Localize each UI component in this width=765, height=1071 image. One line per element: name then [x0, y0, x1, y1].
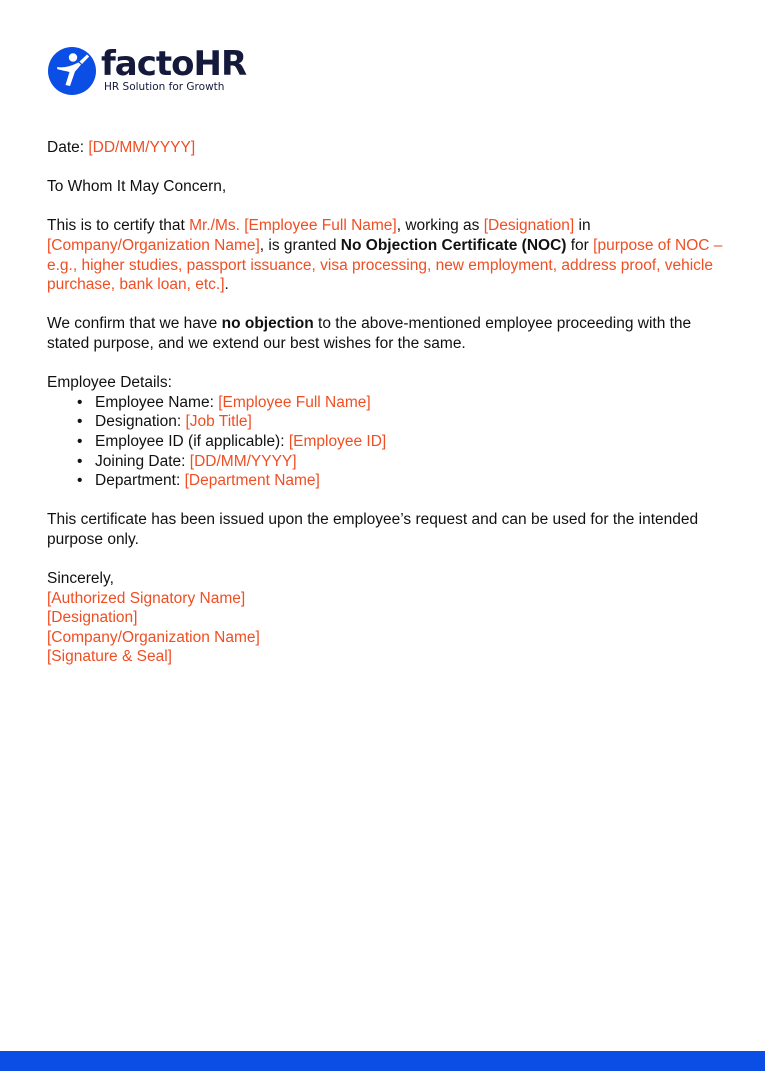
- body-text: This is to certify that: [47, 217, 190, 235]
- no-objection-bold: no objection: [221, 315, 314, 333]
- body-text: , working as: [396, 217, 484, 235]
- details-heading: Employee Details:: [47, 374, 172, 392]
- date-line: [47, 138, 727, 158]
- detail-placeholder: [Department Name]: [184, 472, 320, 490]
- signatory-designation-placeholder: [Designation]: [47, 609, 138, 627]
- brand-tagline: HR Solution for Growth: [104, 81, 225, 94]
- body-text: in: [574, 217, 591, 235]
- detail-placeholder: [Employee ID]: [288, 432, 387, 450]
- detail-label: Employee ID (if applicable):: [95, 432, 289, 450]
- noc-title-bold: No Objection Certificate (NOC): [340, 236, 567, 254]
- body-text: , is granted: [259, 236, 341, 254]
- company-placeholder: [Company/Organization Name]: [47, 236, 260, 254]
- detail-label: Department:: [95, 472, 185, 490]
- detail-item-designation: [77, 412, 727, 432]
- detail-item-department: [77, 471, 727, 491]
- footer-bar: [0, 1051, 765, 1071]
- no-objection-paragraph: [47, 314, 727, 353]
- certification-paragraph: [47, 216, 727, 294]
- detail-label: Employee Name:: [95, 393, 219, 411]
- brand-wordmark: [101, 44, 247, 94]
- employee-details-list: [47, 393, 727, 491]
- noc-letter: [47, 138, 727, 667]
- signature-seal-placeholder: [Signature & Seal]: [47, 648, 172, 666]
- designation-placeholder: [Designation]: [483, 217, 575, 235]
- salutation: To Whom It May Concern,: [47, 178, 227, 196]
- detail-label: Joining Date:: [95, 452, 190, 470]
- person-logo-icon: [48, 47, 96, 95]
- brand-name: factoHR: [101, 44, 247, 85]
- date-placeholder: [DD/MM/YYYY]: [88, 139, 196, 156]
- body-text: We confirm that we have: [47, 315, 222, 333]
- detail-label: Designation:: [95, 413, 186, 431]
- closing-paragraph: This certificate has been issued upon the employee’s request and can be used for the intended purpose only.: [47, 511, 699, 548]
- employee-placeholder: Mr./Ms. [Employee Full Name]: [189, 217, 397, 235]
- detail-item-employee-id: [77, 432, 727, 452]
- signatory-company-placeholder: [Company/Organization Name]: [47, 628, 260, 646]
- date-label: Date:: [47, 139, 89, 156]
- body-text: for: [566, 236, 594, 254]
- detail-item-joining-date: [77, 452, 727, 472]
- detail-placeholder: [Employee Full Name]: [218, 393, 371, 411]
- body-text: to the above-mentioned employee proceeding with the stated purpose, and we extend our best wishes for the same.: [47, 315, 692, 352]
- detail-placeholder: [DD/MM/YYYY]: [189, 452, 297, 470]
- signatory-name-placeholder: [Authorized Signatory Name]: [47, 589, 246, 607]
- purpose-placeholder: [purpose of NOC – e.g., higher studies, passport issuance, visa processing, new employment, address proof, vehicle purchase, bank loan, etc.]: [47, 236, 723, 294]
- detail-placeholder: [Job Title]: [185, 413, 252, 431]
- brand-logo: [48, 46, 246, 96]
- body-text: .: [224, 276, 229, 294]
- detail-item-employee-name: [77, 393, 727, 413]
- signoff: Sincerely,: [47, 570, 114, 588]
